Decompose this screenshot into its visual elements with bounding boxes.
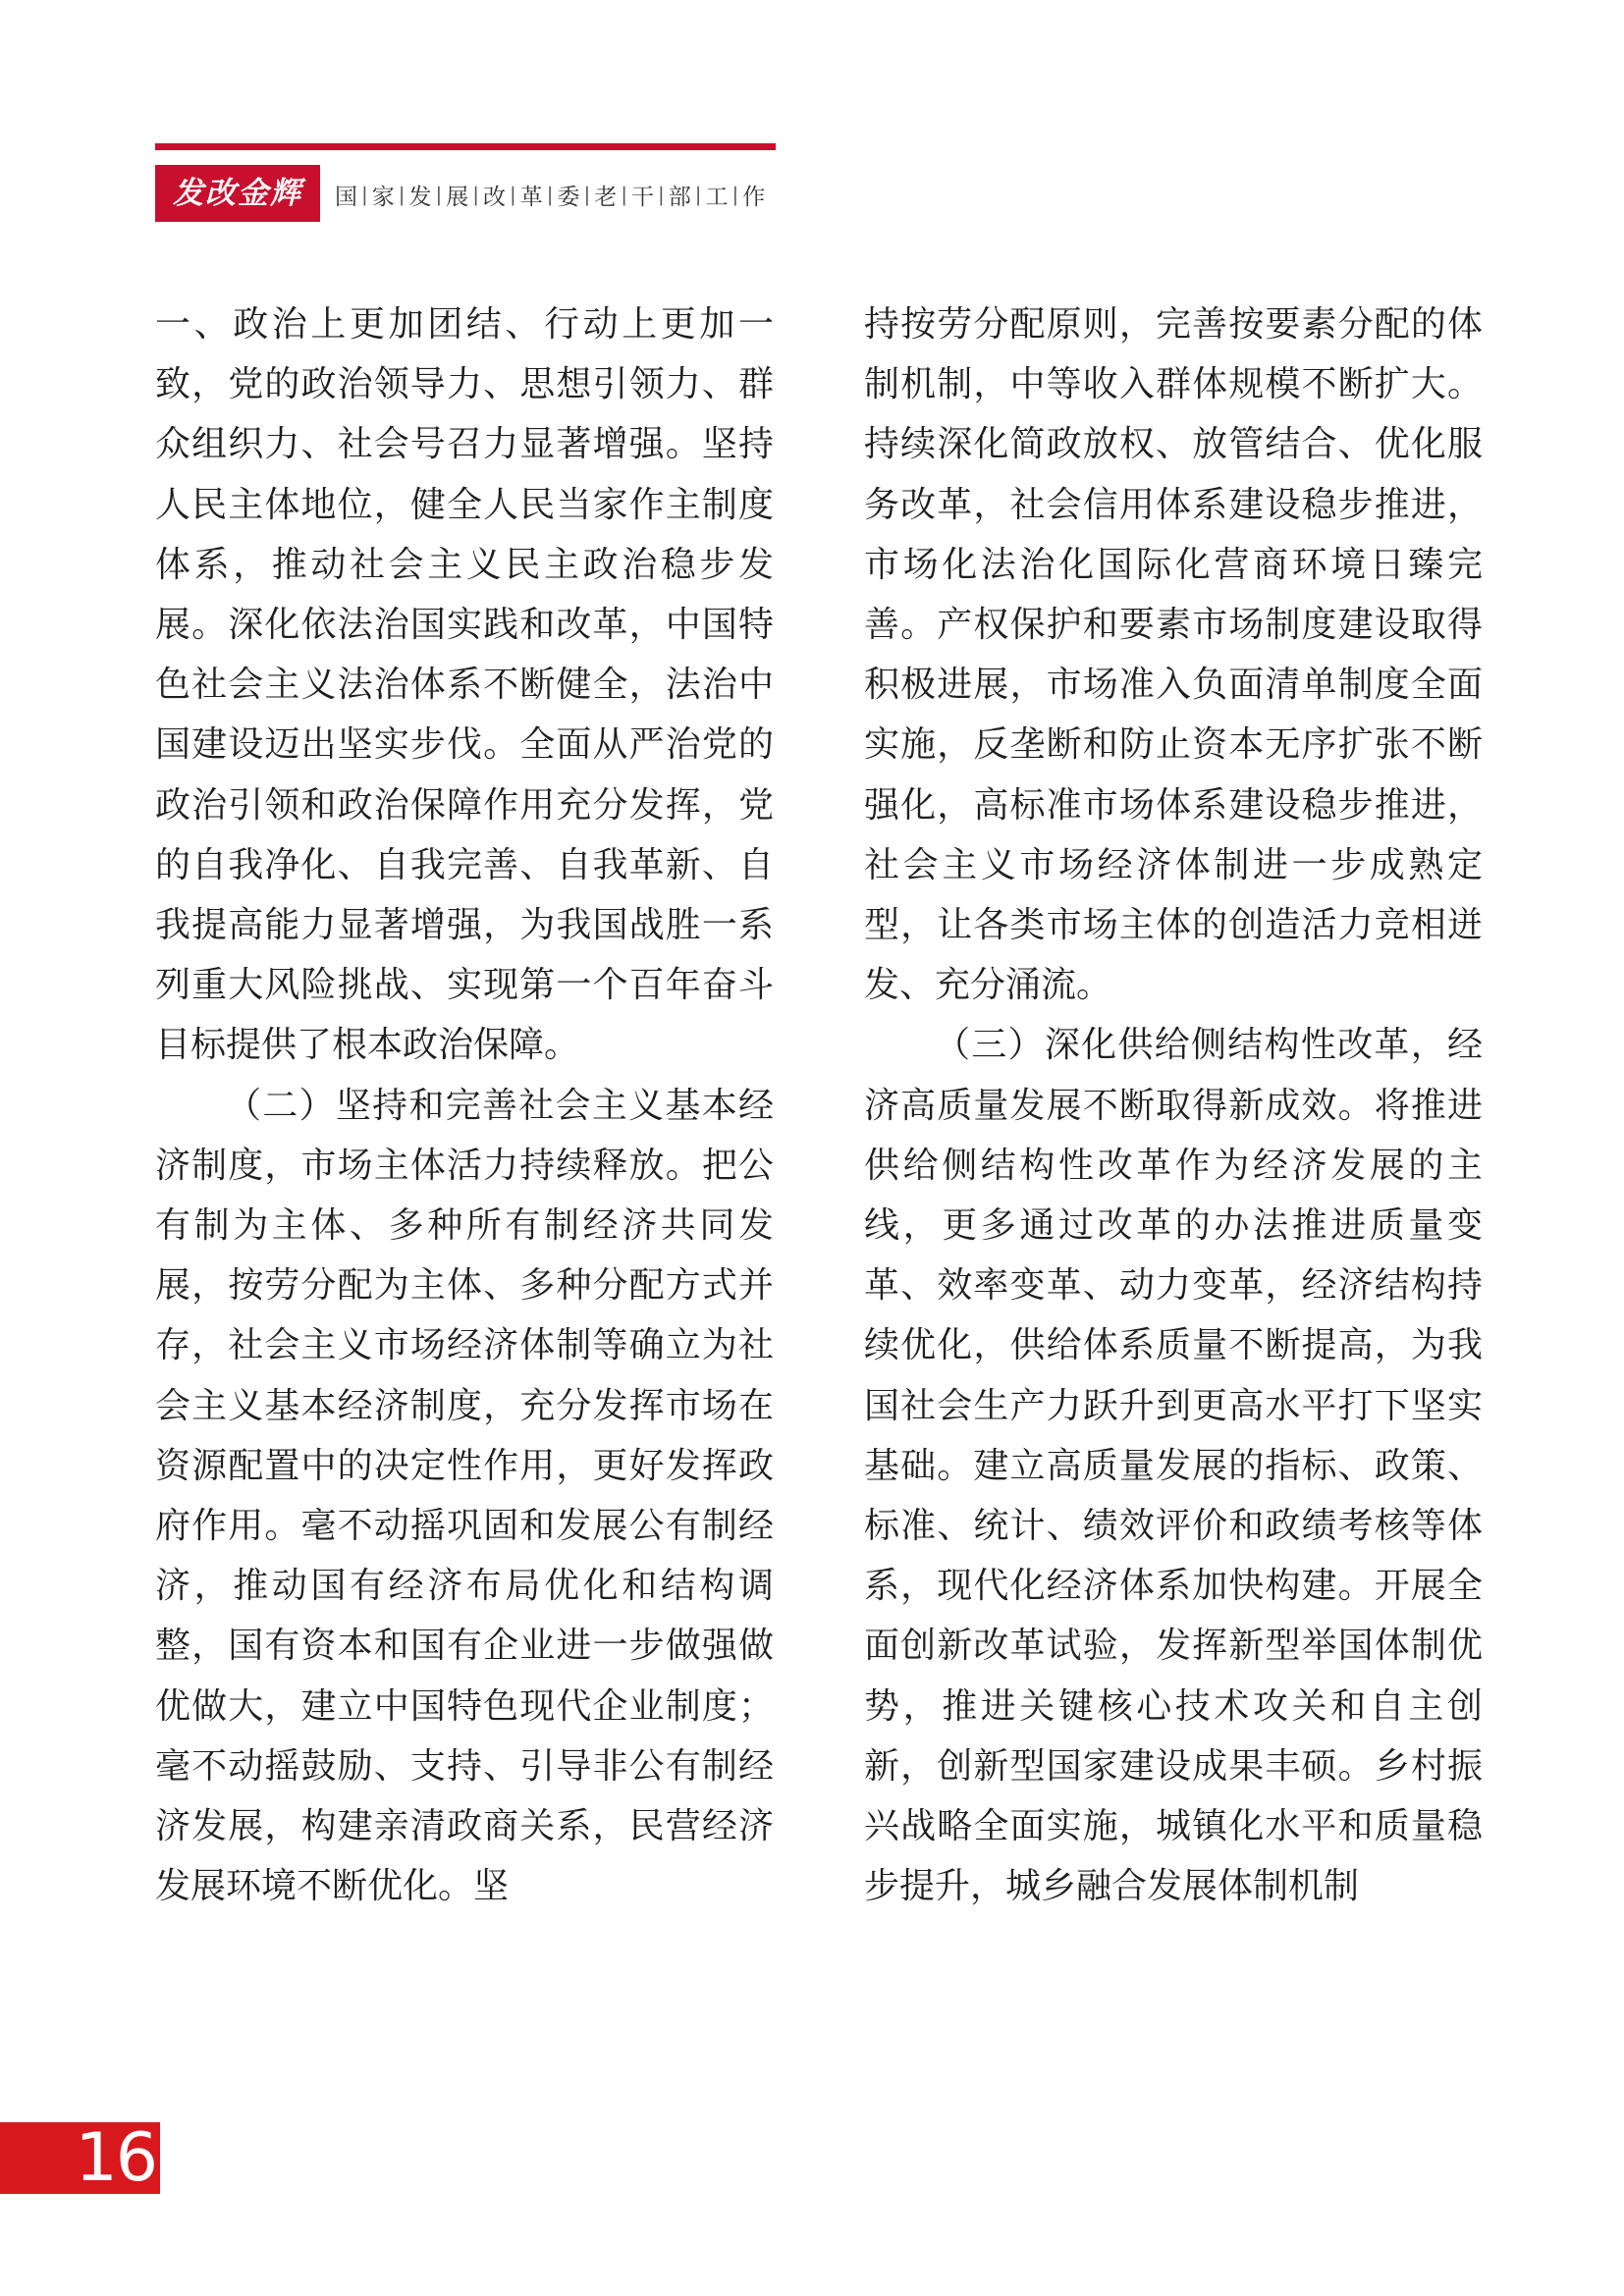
subtitle-separator: |: [658, 183, 665, 206]
subtitle-char: 国: [335, 184, 357, 210]
header-logo: 发改金辉: [155, 165, 320, 222]
subtitle-char: 发: [408, 184, 432, 210]
subtitle-separator: |: [621, 183, 627, 206]
paragraph: 一、政治上更加团结、行动上更加一致，党的政治领导力、思想引领力、群众组织力、社会号召力显著增强。坚持人民主体地位，健全人民当家作主制度体系，推动社会主义民主政治稳步发展。深化依法治国实践和改革，中国特色社会主义法治体系不断健全，法治中国建设迈出坚实步伐。全面从严治党的政治引领和政治保障作用充分发挥，党的自我净化、自我完善、自我革新、自我提高能力显著增强，为我国战胜一系列重大风险挑战、实现第一个百年奋斗目标提供了根本政治保障。: [155, 304, 774, 1066]
page-number: 16: [0, 2122, 160, 2194]
subtitle-char: 展: [446, 184, 469, 210]
left-column: [155, 294, 774, 2042]
subtitle-char: 工: [705, 184, 729, 210]
subtitle-separator: |: [398, 183, 406, 206]
subtitle-char: 作: [742, 184, 766, 210]
paragraph: 持按劳分配原则，完善按要素分配的体制机制，中等收入群体规模不断扩大。持续深化简政放权、放管结合、优化服务改革，社会信用体系建设稳步推进，市场化法治化国际化营商环境日臻完善。产权保护和要素市场制度建设取得积极进展，市场准入负面清单制度全面实施，反垄断和防止资本无序扩张不断强化，高标准市场体系建设稳步推进，社会主义市场经济体制进一步成熟定型，让各类市场主体的创造活力竞相迸发、充分涌流。: [864, 304, 1483, 1006]
subtitle-char: 改: [483, 184, 506, 210]
subtitle-char: 干: [631, 184, 654, 210]
subtitle-char: 委: [557, 184, 580, 210]
subtitle-char: 家: [371, 184, 395, 210]
subtitle-char: 部: [668, 184, 691, 210]
subtitle-separator: |: [731, 183, 739, 206]
subtitle-char: 革: [519, 184, 543, 210]
subtitle-separator: |: [435, 183, 443, 206]
paragraph: （三）深化供给侧结构性改革，经济高质量发展不断取得新成效。将推进供给侧结构性改革作为经济发展的主线，更多通过改革的办法推进质量变革、效率变革、动力变革，经济结构持续优化，供给体系质量不断提高，为我国社会生产力跃升到更高水平打下坚实基础。建立高质量发展的指标、政策、标准、统计、绩效评价和政绩考核等体系，现代化经济体系加快构建。开展全面创新改革试验，发挥新型举国体制优势，推进关键核心技术攻关和自主创新，创新型国家建设成果丰硕。乡村振兴战略全面实施，城镇化水平和质量稳步提升，城乡融合发展体制机制: [864, 1025, 1483, 1907]
subtitle-separator: |: [361, 183, 368, 206]
subtitle-separator: |: [472, 183, 479, 206]
right-column: [864, 294, 1483, 2042]
paragraph: （二）坚持和完善社会主义基本经济制度，市场主体活力持续释放。把公有制为主体、多种所有制经济共同发展，按劳分配为主体、多种分配方式并存，社会主义市场经济体制等确立为社会主义基本经济制度，充分发挥市场在资源配置中的决定性作用，更好发挥政府作用。毫不动摇巩固和发展公有制经济，推动国有经济布局优化和结构调整，国有资本和国有企业进一步做强做优做大，建立中国特色现代企业制度；毫不动摇鼓励、支持、引导非公有制经济发展，构建亲清政商关系，民营经济发展环境不断优化。坚: [155, 1085, 774, 1907]
subtitle-separator: |: [583, 183, 591, 206]
subtitle-separator: |: [510, 183, 516, 206]
subtitle-char: 老: [594, 184, 618, 210]
header-rule: [155, 143, 776, 150]
subtitle-separator: |: [546, 183, 554, 206]
subtitle-separator: |: [694, 183, 702, 206]
header-subtitle: [332, 175, 768, 214]
